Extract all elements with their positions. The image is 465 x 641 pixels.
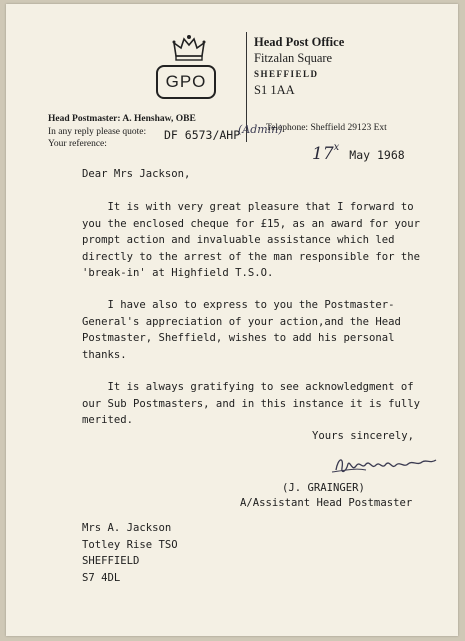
- your-reference-label: Your reference:: [48, 139, 107, 149]
- postcode: S1 1AA: [254, 83, 295, 97]
- paragraph-3: It is always gratifying to see acknowledgment of our Sub Postmasters, and in this instance it is fully merited.: [82, 381, 421, 426]
- sender-address: [254, 34, 344, 98]
- signature-graphic: [326, 450, 446, 480]
- paragraph-2: I have also to express to you the Postmaster- General's appreciation of your action,and the Head Postmaster, Sheffield, wishes to add his personal thanks.: [82, 299, 401, 361]
- logo-text: GPO: [165, 72, 207, 91]
- telephone: Telephone: Sheffield 29123 Ext: [266, 123, 387, 133]
- office-name: Head Post Office: [254, 35, 345, 49]
- date-month-year: May 1968: [349, 148, 405, 162]
- street: Fitzalan Square: [254, 51, 333, 65]
- recipient-line: Mrs A. Jackson: [82, 522, 172, 534]
- salutation: Dear Mrs Jackson,: [82, 168, 191, 180]
- reply-reference-note: (Admin): [238, 123, 283, 136]
- reply-reference: DF 6573/AHP: [164, 128, 241, 142]
- letter-date: [312, 144, 405, 164]
- date-day: 17: [312, 144, 334, 164]
- recipient-line: SHEFFIELD: [82, 555, 140, 567]
- recipient-line: Totley Rise TSO: [82, 538, 178, 551]
- postmaster-line: Head Postmaster: A. Henshaw, OBE: [48, 114, 196, 124]
- recipient-address: [82, 520, 178, 586]
- city: SHEFFIELD: [254, 69, 319, 79]
- crown-icon: [172, 34, 206, 62]
- gpo-logo: [156, 65, 216, 99]
- letter-sheet: [6, 4, 458, 636]
- signer-name: (J. GRAINGER): [282, 482, 365, 494]
- signer-title: A/Assistant Head Postmaster: [240, 497, 413, 509]
- recipient-line: S7 4DL: [82, 571, 121, 584]
- date-suffix: x: [333, 142, 340, 153]
- paragraph-1: It is with very great pleasure that I forward to you the enclosed cheque for £15, as an award for your prompt action and invaluable assistance which led directly to the arrest of the man responsible for the 'break-in' at Highfield T.S.O.: [82, 201, 421, 279]
- closing: Yours sincerely,: [312, 430, 415, 442]
- reply-label: In any reply please quote:: [48, 127, 147, 137]
